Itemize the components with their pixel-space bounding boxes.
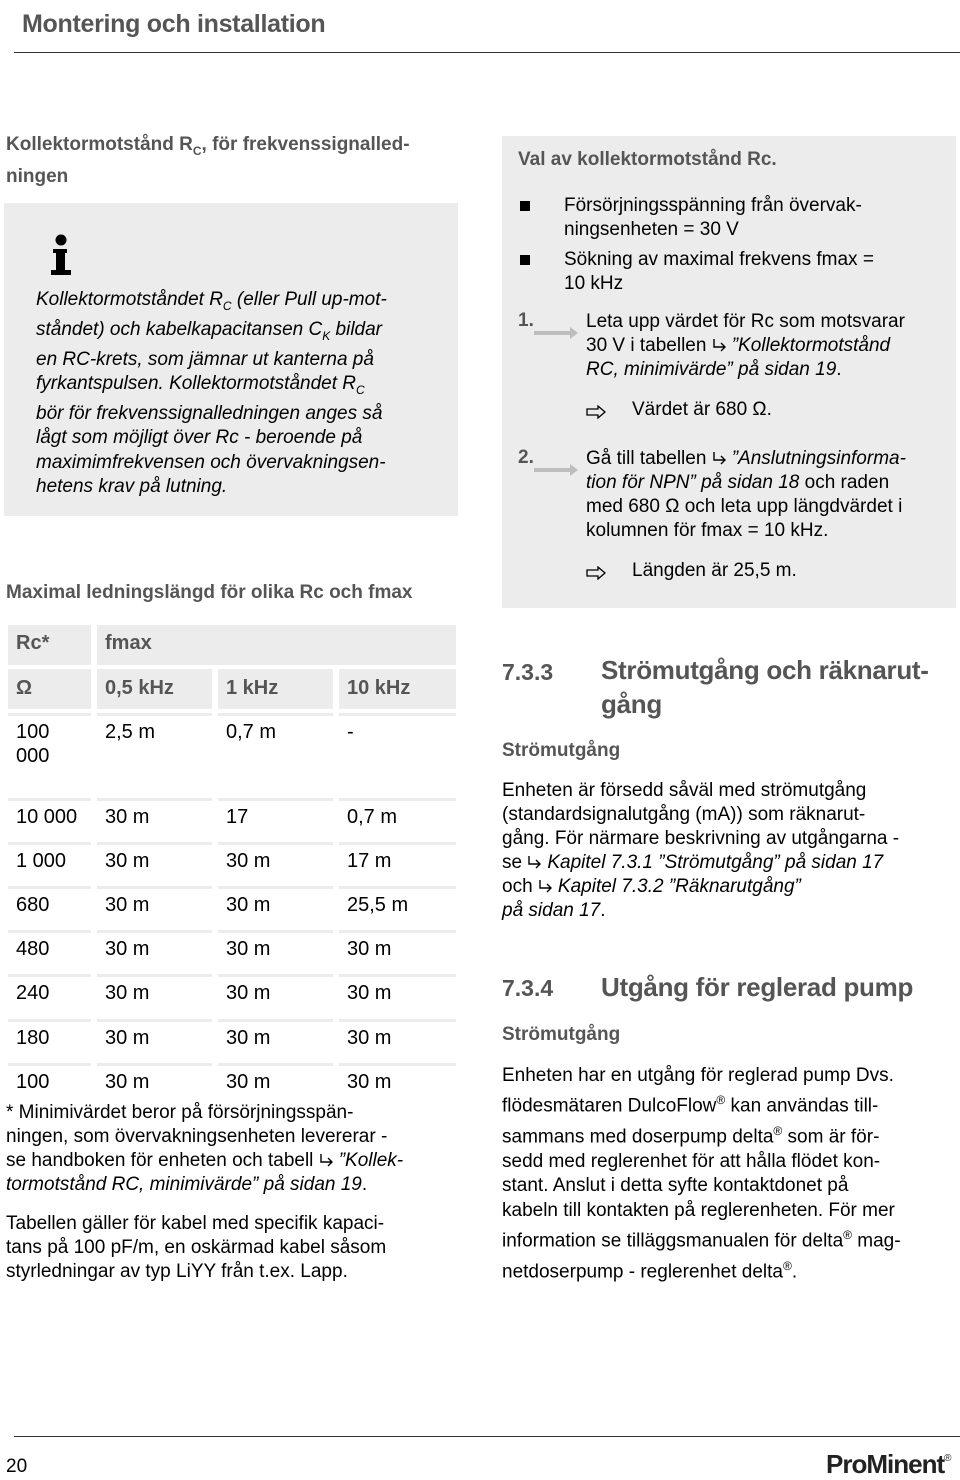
reference-arrow-icon [712, 338, 728, 352]
bullet-list [518, 194, 948, 296]
result-arrow-icon [586, 405, 606, 419]
section-7-3-4-number: 7.3.4 [502, 975, 554, 1001]
step-line: med 680 Ω och leta upp längdvärdet i [586, 496, 903, 517]
table-cell: 240 [8, 974, 91, 1018]
bullet-line: Sökning av maximal frekvens fmax = [564, 249, 874, 270]
text-line: och [502, 876, 538, 897]
text-line: sammans med doserpump delta [502, 1126, 774, 1148]
table-cell: 30 m [218, 930, 333, 974]
table-cell: 17 m [339, 842, 456, 886]
table-cell: 480 [8, 930, 91, 974]
step-line: 30 V i tabellen [586, 335, 712, 356]
table-cell: 100 [8, 1063, 91, 1107]
info-sub: C [356, 383, 365, 397]
info-line: maximimfrekvensen och övervakningsen- [36, 451, 386, 473]
footnote-link[interactable]: tormotstånd RC, minimivärde” [6, 1174, 259, 1195]
footnote-line: * Minimivärdet beror på försörjningsspän- [6, 1102, 354, 1123]
reference-arrow-icon [527, 855, 543, 869]
bullet-square-icon [520, 255, 530, 265]
table-header-col: 1 kHz [218, 669, 333, 709]
table-cell: 30 m [339, 930, 456, 974]
step-page-ref[interactable]: på sidan 19 [732, 359, 837, 380]
note-line: styrledningar av typ LiYY från t.ex. Lapp. [6, 1261, 348, 1282]
footnote-line: ningen, som övervakningsenheten levererar - [6, 1126, 388, 1147]
table-heading: Maximal ledningslängd för olika Rc och fmax [6, 582, 413, 603]
table-cell: 17 [218, 798, 333, 842]
table-cell: 30 m [97, 1063, 212, 1107]
page-number: 20 [6, 1456, 28, 1477]
header-divider [14, 52, 960, 53]
reference-arrow-icon [712, 451, 728, 465]
step-2-number: 2. [518, 447, 534, 468]
section-7-3-3-title [601, 653, 951, 721]
section-7-3-4-text [502, 1064, 956, 1285]
table-cell: 30 m [218, 842, 333, 886]
chapter-link[interactable]: Kapitel 7.3.2 ”Räknarutgång” [557, 876, 801, 897]
table-cell: 0,7 m [218, 713, 333, 777]
collector-resistor-heading [6, 132, 446, 190]
table-cell: 30 m [218, 1063, 333, 1107]
registered-mark: ® [843, 1228, 852, 1243]
info-line: fyrkantspulsen. Kollektormotståndet R [36, 373, 356, 395]
chapter-link[interactable]: Kapitel 7.3.1 ”Strömutgång” [547, 852, 780, 873]
footer-divider [14, 1436, 960, 1437]
table-cell: 30 m [97, 974, 212, 1018]
reference-arrow-icon [538, 879, 554, 893]
table-header-col: 0,5 kHz [97, 669, 212, 709]
info-line-rest: (eller Pull up-mot- [231, 289, 387, 310]
text-line: sedd med reglerenhet för att hålla flödet kon- [502, 1150, 881, 1172]
table-cell: 2,5 m [97, 713, 212, 777]
table-cell: 30 m [218, 1019, 333, 1063]
step-1-text [586, 310, 952, 382]
step-line: Gå till tabellen [586, 448, 712, 469]
table-cell: 10 000 [8, 798, 91, 842]
step-link[interactable]: tion för NPN” [586, 472, 696, 493]
footnote-page-ref[interactable]: på sidan 19 [258, 1174, 362, 1195]
table-cell: 100 000 [8, 713, 91, 777]
footnote-link[interactable]: ”Kollek- [338, 1150, 404, 1171]
heading-text: Kollektormotstånd R [6, 134, 193, 155]
table-header-col: 10 kHz [339, 669, 456, 709]
text-line: mag- [851, 1230, 901, 1252]
text-line: se [502, 852, 528, 873]
heading-subscript: C [192, 143, 202, 158]
info-sub: C [222, 298, 232, 313]
page-header-title: Montering och installation [22, 10, 326, 38]
table-cell: - [339, 713, 456, 777]
info-line-rest: bildar [330, 319, 382, 340]
text-line: (standardsignalutgång (mA)) som räknarut- [502, 804, 866, 825]
text-line: netdoserpump - reglerenhet delta [502, 1261, 783, 1283]
text-line: information se tilläggsmanualen för delta [502, 1230, 844, 1252]
step-arrow-icon [534, 464, 578, 476]
step-link[interactable]: ”Kollektormotstånd [731, 335, 891, 356]
table-cell: 30 m [339, 974, 456, 1018]
section-7-3-3-number: 7.3.3 [502, 659, 554, 685]
table-cell: 30 m [97, 930, 212, 974]
registered-mark: ® [782, 1258, 792, 1273]
info-line: bör för frekvenssignalledningen anges så [36, 403, 383, 425]
table-cell: 30 m [339, 1019, 456, 1063]
table-cell: 0,7 m [339, 798, 456, 842]
heading-text-line2: ningen [6, 165, 69, 187]
note-line: Tabellen gäller för kabel med specifik kapaci- [6, 1213, 385, 1234]
bullet-line: Försörjningsspänning från övervak- [564, 195, 862, 216]
step-arrow-icon [534, 327, 578, 339]
step-line: och raden [799, 472, 890, 493]
info-text [36, 288, 440, 499]
step-1-result: Värdet är 680 Ω. [632, 399, 772, 420]
text-line: gång. För närmare beskrivning av utgångarna - [502, 828, 900, 849]
table-note [6, 1212, 456, 1284]
footnote-line: se handboken för enheten och tabell [6, 1150, 319, 1171]
text-line: Enheten är försedd såväl med strömutgång [502, 780, 867, 801]
bullet-item [518, 248, 948, 296]
table-cell: 30 m [97, 886, 212, 930]
section-7-3-4-label: Strömutgång [502, 1024, 621, 1045]
bullet-line: ningsenheten = 30 V [564, 219, 739, 240]
info-line: Kollektormotståndet R [36, 289, 223, 310]
example-heading: Val av kollektormotstånd Rc. [518, 149, 777, 170]
text-line: kan användas till- [725, 1095, 879, 1117]
step-2-result: Längden är 25,5 m. [632, 560, 797, 581]
result-arrow-icon [586, 566, 606, 580]
section-7-3-3-label: Strömutgång [502, 740, 621, 761]
info-line: ståndet) och kabelkapacitansen C [36, 319, 323, 340]
heading-text-rest: , för frekvenssignalled- [201, 134, 410, 155]
step-1-number: 1. [518, 310, 534, 331]
step-line: Leta upp värdet för Rc som motsvarar [586, 311, 905, 332]
page-ref[interactable]: på sidan 17 [502, 900, 601, 921]
step-line: kolumnen för fmax = 10 kHz. [586, 520, 829, 541]
logo-pro: Pro [826, 1449, 867, 1479]
page-ref[interactable]: på sidan 17 [779, 852, 884, 873]
step-link[interactable]: ”Anslutningsinforma- [731, 448, 906, 469]
section-7-3-4-title: Utgång för reglerad pump [601, 972, 914, 1002]
title-line: gång [601, 689, 662, 719]
table-footnote [6, 1101, 456, 1197]
table-cell: 25,5 m [339, 886, 456, 930]
table-cell: 30 m [97, 842, 212, 886]
table-cell: 680 [8, 886, 91, 930]
bullet-item [518, 194, 948, 242]
table-cell: 1 000 [8, 842, 91, 886]
info-line: lågt som möjligt över Rc - beroende på [36, 427, 363, 449]
text-line: kabeln till kontakten på reglerenheten. För mer [502, 1199, 895, 1221]
logo-minent: Minent [866, 1449, 945, 1479]
prominent-logo [826, 1449, 950, 1480]
info-sub: K [322, 328, 331, 343]
text-line: som är för- [782, 1126, 880, 1148]
note-line: tans på 100 pF/m, en oskärmad kabel såsom [6, 1237, 387, 1258]
registered-mark: ® [716, 1093, 726, 1108]
logo-registered: ® [944, 1453, 951, 1464]
table-cell: 30 m [339, 1063, 456, 1107]
table-cell: 30 m [97, 798, 212, 842]
text-period: . [600, 900, 606, 921]
registered-mark: ® [773, 1124, 783, 1139]
table-header-fmax: fmax [97, 625, 456, 665]
reference-arrow-icon [319, 1153, 335, 1167]
title-line: Strömutgång och räknarut- [601, 655, 929, 685]
info-line: en RC-krets, som jämnar ut kanterna på [36, 349, 374, 370]
step-2-text [586, 447, 952, 543]
bullet-square-icon [520, 201, 530, 211]
footnote-period: . [361, 1174, 368, 1195]
table-header-rc: Rc* [8, 625, 91, 665]
step-page-ref[interactable]: på sidan 18 [695, 472, 800, 493]
bullet-line: 10 kHz [564, 273, 624, 294]
text-line: . [791, 1261, 798, 1283]
section-7-3-3-text [502, 779, 954, 923]
table-cell: 30 m [97, 1019, 212, 1063]
info-line: hetens krav på lutning. [36, 475, 228, 497]
step-link[interactable]: RC, minimivärde” [586, 359, 733, 380]
table-cell: 30 m [218, 974, 333, 1018]
text-line: flödesmätaren DulcoFlow [502, 1095, 717, 1117]
info-icon [47, 234, 73, 283]
text-line: stant. Anslut i detta syfte kontaktdonet på [502, 1175, 849, 1197]
table-header-ohm: Ω [8, 669, 91, 709]
table-cell: 180 [8, 1019, 91, 1063]
step-period: . [836, 359, 842, 380]
text-line: Enheten har en utgång för reglerad pump Dvs. [502, 1065, 894, 1086]
table-cell: 30 m [218, 886, 333, 930]
